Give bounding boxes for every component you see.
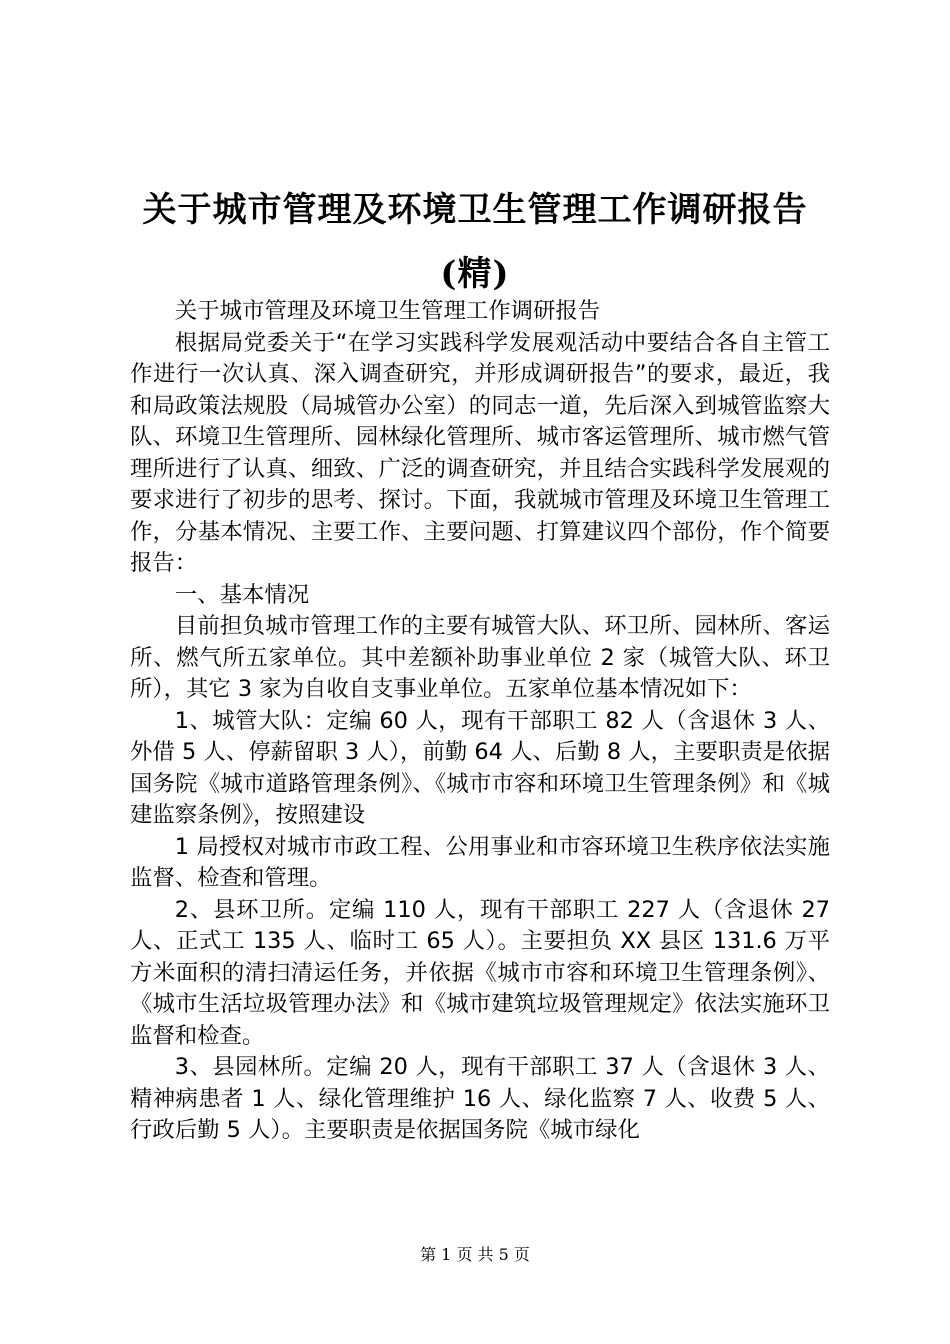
body-paragraph: 1、城管大队：定编 60 人，现有干部职工 82 人（含退休 3 人、外借 5 人、停薪留职 3 人），前勤 64 人、后勤 8 人，主要职责是依据国务院《城市道路管理条例》、《城市市容和环境卫生管理条例》和《城建监察条例》，按照建设 <box>130 707 830 828</box>
document-title <box>120 178 830 306</box>
body-paragraph: 2、县环卫所。定编 110 人，现有干部职工 227 人（含退休 27 人、正式工 135 人、临时工 65 人）。主要担负 XX 县区 131.6 万平方米面积的清扫清运任务，并依据《城市市容和环境卫生管理条例》、《城市生活垃圾管理办法》和《城市建筑垃圾管理规定》依法实施环卫监督和检查。 <box>130 896 830 1049</box>
body-paragraph: 1 局授权对城市市政工程、公用事业和市容环境卫生秩序依法实施监督、检查和管理。 <box>130 833 830 891</box>
document-body <box>130 296 830 1147</box>
body-paragraph: 目前担负城市管理工作的主要有城管大队、环卫所、园林所、客运所、燃气所五家单位。其中差额补助事业单位 2 家（城管大队、环卫所），其它 3 家为自收自支事业单位。五家单位基本情况如下： <box>130 613 830 702</box>
body-paragraph: 根据局党委关于“在学习实践科学发展观活动中要结合各自主管工作进行一次认真、深入调查研究，并形成调研报告”的要求，最近，我和局政策法规股（局城管办公室）的同志一道，先后深入到城管监察大队、环境卫生管理所、园林绿化管理所、城市客运管理所、城市燃气管理所进行了认真、细致、广泛的调查研究，并且结合实践科学发展观的要求进行了初步的思考、探讨。下面，我就城市管理及环境卫生管理工作，分基本情况、主要工作、主要问题、打算建议四个部份，作个简要报告： <box>130 329 830 576</box>
title-line-2: (精) <box>440 254 510 294</box>
body-paragraph: 关于城市管理及环境卫生管理工作调研报告 <box>174 298 601 324</box>
title-line-1: 关于城市管理及环境卫生管理工作调研报告 <box>142 190 808 230</box>
section-heading: 一、基本情况 <box>174 581 310 608</box>
body-paragraph: 3、县园林所。定编 20 人，现有干部职工 37 人（含退休 3 人、精神病患者 1 人、绿化管理维护 16 人、绿化监察 7 人、收费 5 人、行政后勤 5 人）。主要职责是依据国务院《城市绿化 <box>130 1054 830 1143</box>
page-number: 第 1 页 共 5 页 <box>420 1245 530 1264</box>
